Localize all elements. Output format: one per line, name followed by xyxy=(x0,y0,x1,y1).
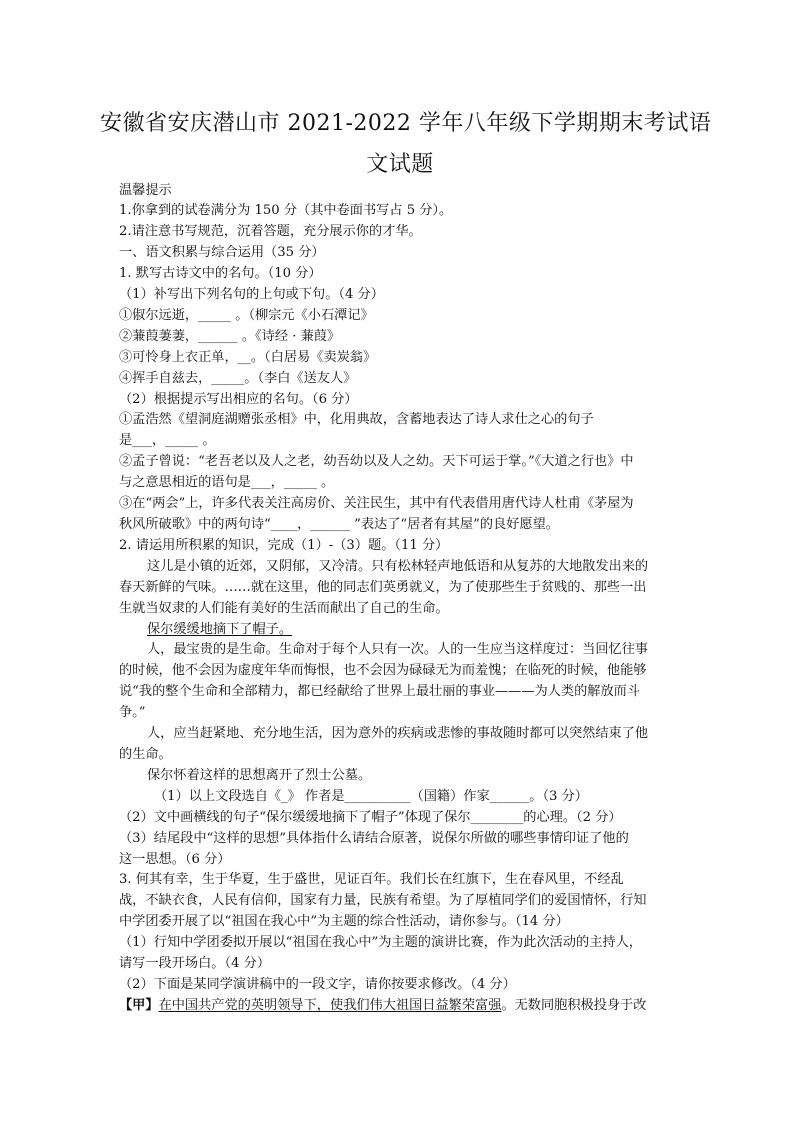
tip-2: 2.请注意书写规范，沉着答题，充分展示你的才华。 xyxy=(119,224,422,239)
question-3-line-3: 中学团委开展了以“祖国在我心中”为主题的综合性活动，请你参与。（14 分） xyxy=(119,914,569,929)
question-1: 1. 默写古诗文中的名句。（10 分） xyxy=(119,266,322,281)
prompt-2-line-2: 与之意思相近的语句是___，_____ 。 xyxy=(119,475,335,490)
passage2-line-3: 说“我的整个生命和全部精力，都已经献给了世界上最壮丽的事业———为人类的解放而斗 xyxy=(119,684,641,699)
jia-rest: 。无数同胞积极投身于改 xyxy=(501,998,647,1013)
fill-blank-4: ④挥手自兹去，_____。（李白《送友人》 xyxy=(119,371,357,386)
question-3-part-1-line-2: 请写一段开场白。（4 分） xyxy=(119,956,271,971)
question-2-part-2: （2）文中画横线的句子“保尔缓缓地摘下了帽子”体现了保尔________的心理。（2 分） xyxy=(119,810,622,825)
question-2: 2. 请运用所积累的知识，完成（1）-（3）题。（11 分） xyxy=(119,538,449,553)
fill-blank-2: ②蒹葭萋萋，______ 。《诗经 · 蒹葭》 xyxy=(119,329,341,344)
fill-blank-1: ①俶尔远逝，_____ 。（柳宗元《小石潭记》 xyxy=(119,308,374,323)
passage2-line-2: 的时候，他不会因为虚度年华而悔恨，也不会因为碌碌无为而羞愧；在临死的时候，他能够 xyxy=(119,663,647,678)
prompt-2-line-1: ②孟子曾说：“老吾老以及人之老，幼吾幼以及人之幼。天下可运于掌。”《大道之行也》中 xyxy=(119,454,634,469)
passage2-line-4: 争。” xyxy=(119,705,146,720)
tips-heading: 温馨提示 xyxy=(119,183,172,198)
passage-jia-line xyxy=(119,996,679,1016)
underlined-sentence: 保尔缓缓地摘下了帽子。 xyxy=(147,622,293,637)
section-1-heading: 一、语文积累与综合运用（35 分） xyxy=(119,245,325,260)
jia-label: 【甲】 xyxy=(119,998,159,1013)
passage2-line-7: 保尔怀着这样的思想离开了烈士公墓。 xyxy=(147,768,372,783)
exam-title-line-1: 安徽省安庆潜山市 2021-2022 学年八年级下学期期末考试语 xyxy=(100,111,712,136)
question-1-part-1: （1）补写出下列名句的上句或下句。（4 分） xyxy=(119,287,384,302)
question-3-part-1-line-1: （1）行知中学团委拟开展以“祖国在我心中”为主题的演讲比赛，作为此次活动的主持人， xyxy=(119,935,642,950)
passage2-line-5: 人，应当赶紧地、充分地生活，因为意外的疾病或悲惨的事故随时都可以突然结束了他 xyxy=(147,726,649,741)
tip-1: 1.你拿到的试卷满分为 150 分（其中卷面书写占 5 分）。 xyxy=(119,203,453,218)
exam-title-line-2: 文试题 xyxy=(366,152,434,177)
prompt-3-line-1: ③在“两会”上，许多代表关注高房价、关注民生，其中有代表借用唐代诗人杜甫《茅屋为 xyxy=(119,496,634,511)
passage-line-1: 这儿是小镇的近郊，又阴郁，又冷清。只有松林轻声地低语和从复苏的大地散发出来的 xyxy=(147,559,649,574)
prompt-1-line-1: ①孟浩然《望洞庭湖赠张丞相》中，化用典故，含蓄地表达了诗人求仕之心的句子 xyxy=(119,412,594,427)
question-2-part-3-line-2: 这一思想。（6 分） xyxy=(119,852,231,867)
prompt-3-line-2: 秋风所破歌》中的两句诗“____，______ ”表达了“居者有其屋”的良好愿望。 xyxy=(119,517,559,532)
fill-blank-3: ③可怜身上衣正单，__。（白居易《卖炭翁》 xyxy=(119,350,377,365)
prompt-1-line-2: 是___，_____ 。 xyxy=(119,433,216,448)
passage2-line-6: 的生命。 xyxy=(119,747,172,762)
question-1-part-2: （2）根据提示写出相应的名句。（6 分） xyxy=(119,392,358,407)
passage2-line-1: 人，最宝贵的是生命。生命对于每个人只有一次。人的一生应当这样度过：当回忆往事 xyxy=(147,642,649,657)
jia-underlined-sentence: 在中国共产党的英明领导下，使我们伟大祖国日益繁荣富强 xyxy=(158,998,502,1013)
question-3-line-2: 战，不缺衣食，人民有信仰，国家有力量，民族有希望。为了厚植同学们的爱国情怀，行知 xyxy=(119,893,647,908)
question-2-part-1: （1）以上文段选自《_》 作者是__________（国籍）作家______。（3 分） xyxy=(154,789,588,804)
question-3-line-1: 3. 何其有幸，生于华夏，生于盛世，见证百年。我们长在红旗下，生在春风里，不经乱 xyxy=(119,872,624,887)
passage-line-2: 春天新鲜的气味。……就在这里，他的同志们英勇就义，为了使那些生于贫贱的、那些一出 xyxy=(119,580,647,595)
question-2-part-3-line-1: （3）结尾段中“这样的思想”具体指什么请结合原著，说保尔所做的哪些事情印证了他的 xyxy=(119,831,629,846)
question-3-part-2: （2）下面是某同学演讲稿中的一段文字，请你按要求修改。（4 分） xyxy=(119,977,516,992)
passage-line-3: 生就当奴隶的人们能有美好的生活而献出了自己的生命。 xyxy=(119,601,449,616)
